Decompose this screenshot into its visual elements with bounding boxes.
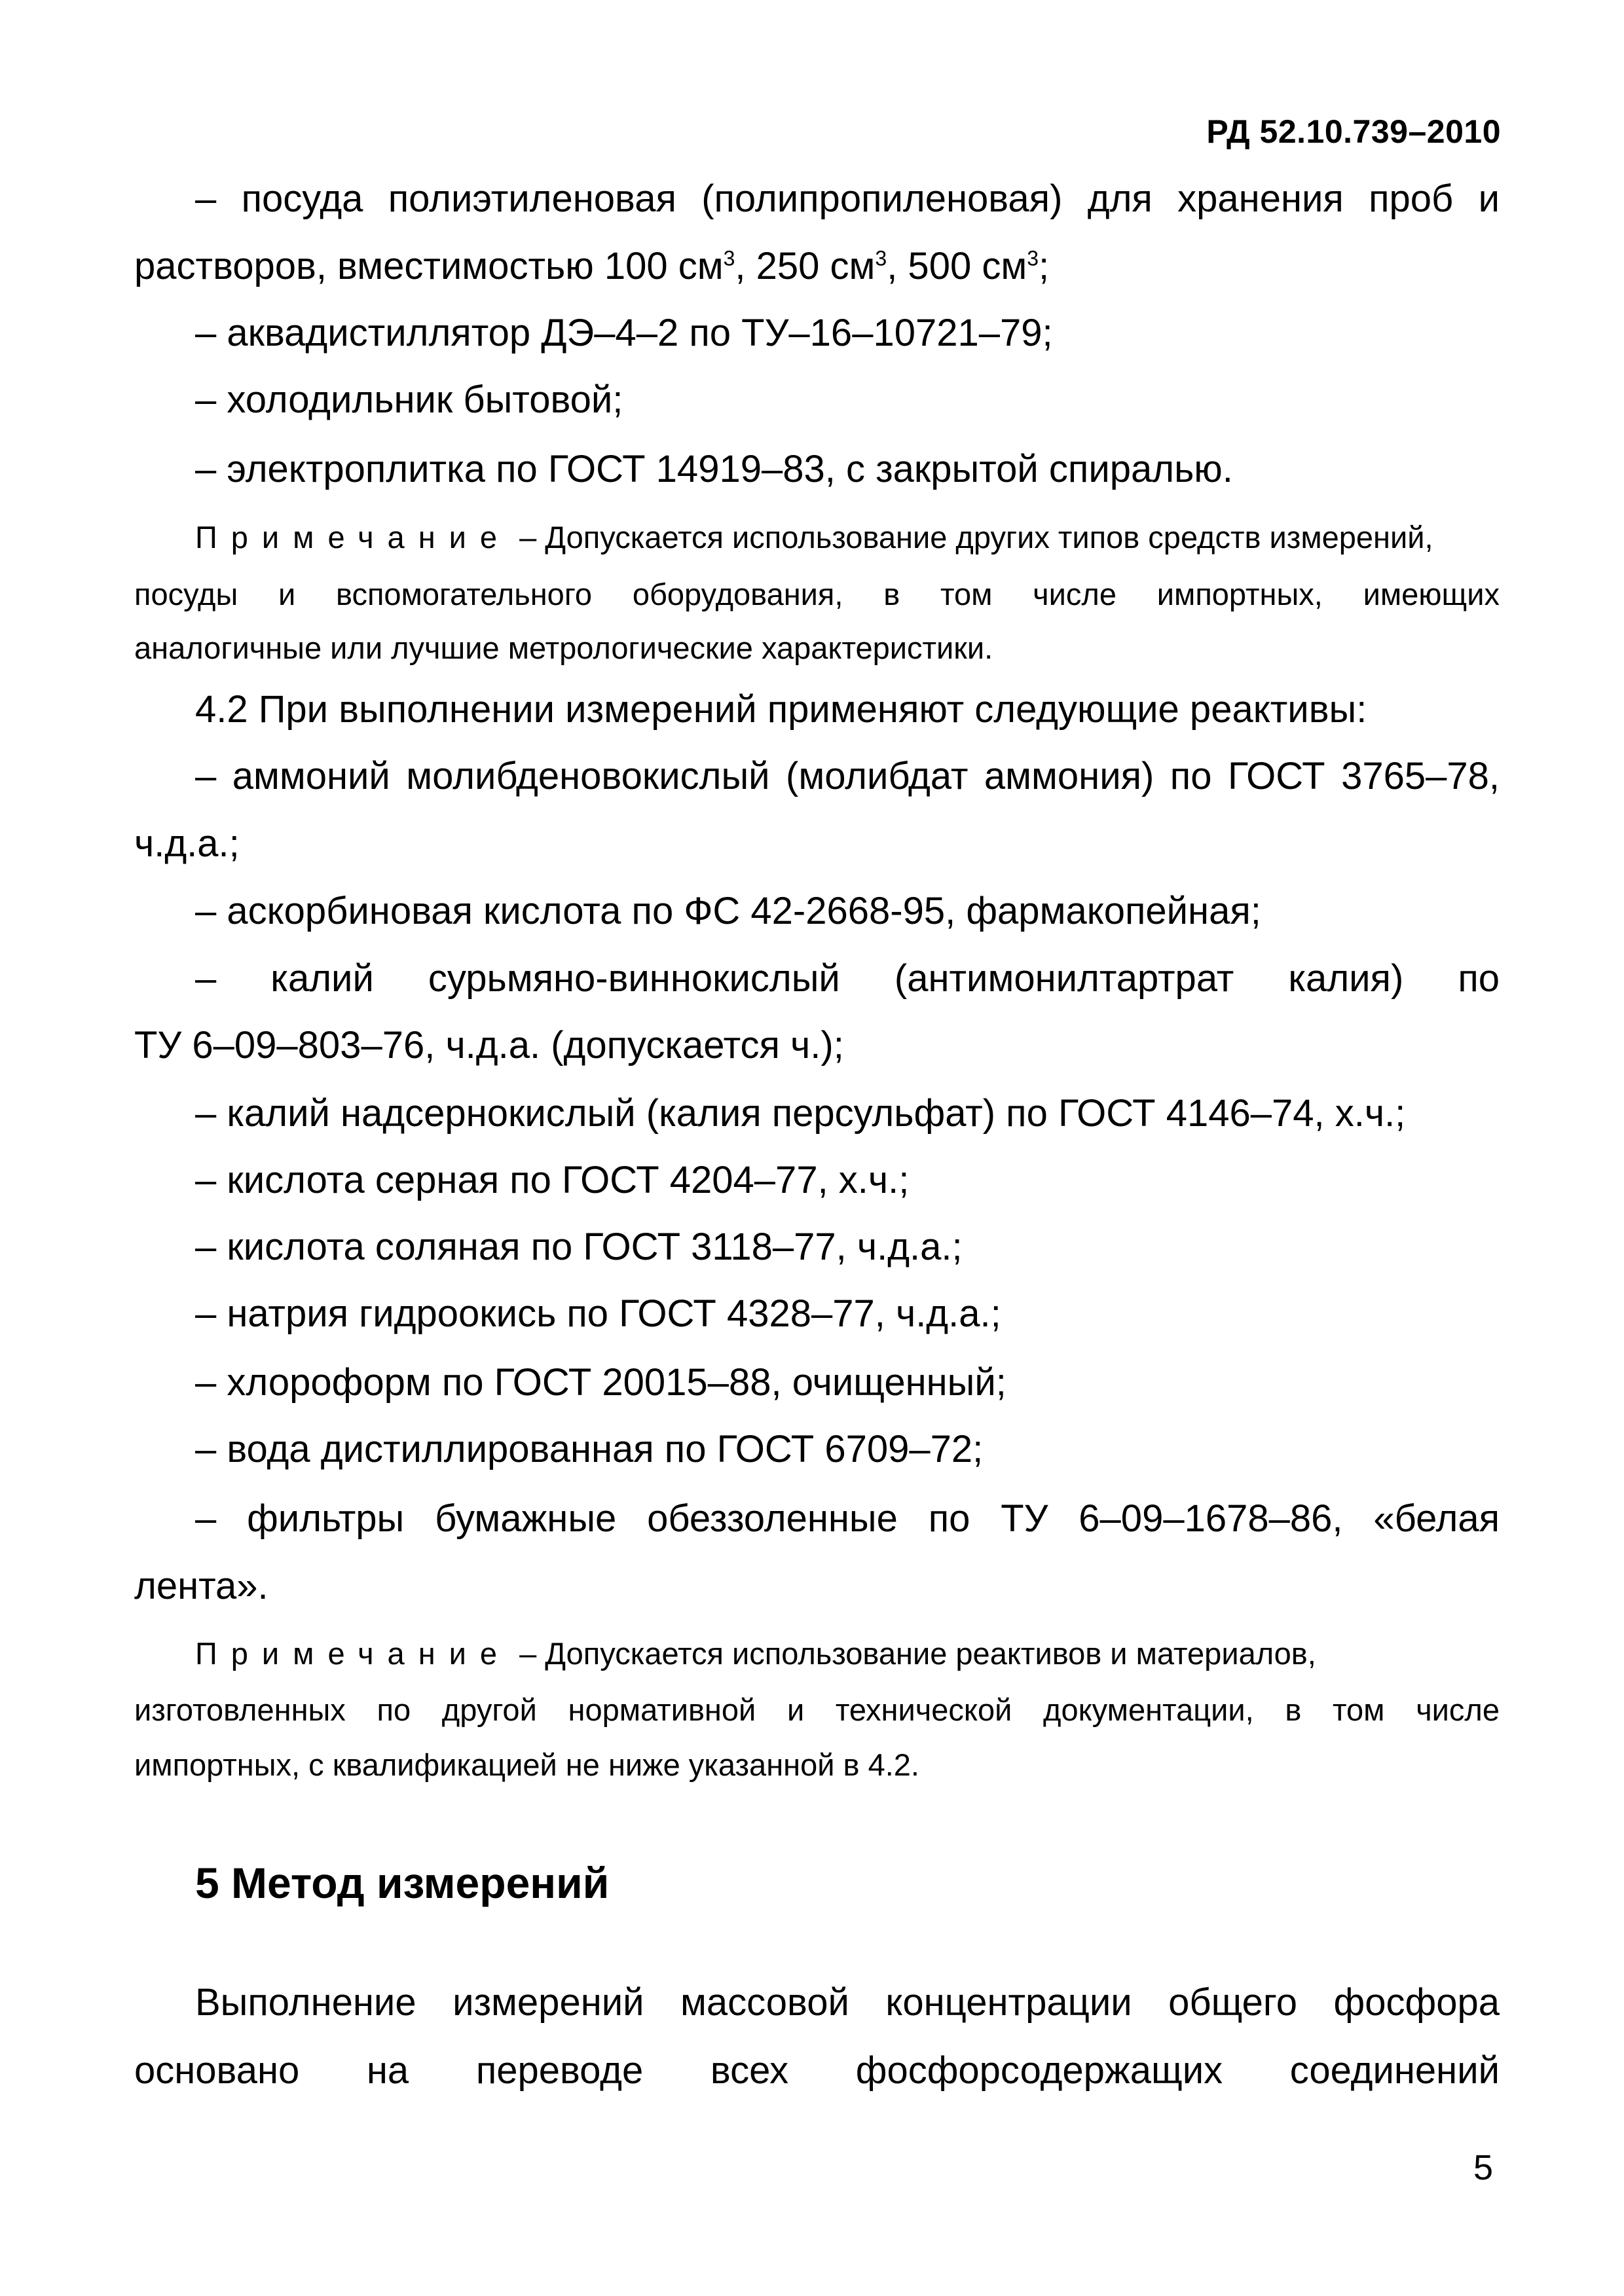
note2-line-3: импортных, с квалификацией не ниже указанной в 4.2. <box>134 1747 919 1782</box>
reagent-3-line-1: – калий сурьмяно-виннокислый (антимонилтартрат калия) по <box>195 957 1500 1000</box>
equipment-line-5: – электроплитка по ГОСТ 14919–83, с закрытой спиралью. <box>195 448 1233 490</box>
note1-line-1 <box>195 522 1500 553</box>
reagent-3-line-2: ТУ 6–09–803–76, ч.д.а. (допускается ч.); <box>134 1024 844 1066</box>
note2-text: – Допускается использование реактивов и материалов, <box>511 1636 1316 1671</box>
page-number: 5 <box>1473 2148 1493 2187</box>
reagent-9: – вода дистиллированная по ГОСТ 6709–72; <box>195 1428 984 1470</box>
reagent-1-line-1: – аммоний молибденовокислый (молибдат аммония) по ГОСТ 3765–78, <box>195 755 1500 797</box>
note1-text: – Допускается использование других типов средств измерений, <box>511 520 1433 555</box>
equipment-line-2-end: ; <box>1039 245 1050 287</box>
section-heading: 5 Метод измерений <box>195 1859 610 1907</box>
superscript-cubic: 3 <box>723 246 735 270</box>
reagent-6: – кислота соляная по ГОСТ 3118–77, ч.д.а.; <box>195 1226 963 1268</box>
note1-line-3: аналогичные или лучшие метрологические характеристики. <box>134 630 993 665</box>
reagent-5: – кислота серная по ГОСТ 4204–77, х.ч.; <box>195 1159 910 1201</box>
note2-line-2: изготовленных по другой нормативной и технической документации, в том числе <box>134 1692 1500 1727</box>
note1-line-2: посуды и вспомогательного оборудования, в том числе импортных, имеющих <box>134 577 1500 611</box>
section5-paragraph-line-1: Выполнение измерений массовой концентрации общего фосфора <box>195 1981 1500 2024</box>
section5-paragraph-line-2: основано на переводе всех фосфорсодержащих соединений <box>134 2049 1500 2092</box>
note2-line-1 <box>195 1638 1500 1669</box>
equipment-line-3: – аквадистиллятор ДЭ–4–2 по ТУ–16–10721–79; <box>195 312 1053 354</box>
document-code: РД 52.10.739–2010 <box>1206 113 1501 150</box>
reagent-7: – натрия гидроокись по ГОСТ 4328–77, ч.д.а.; <box>195 1292 1001 1335</box>
reagent-4: – калий надсернокислый (калия персульфат) по ГОСТ 4146–74, х.ч.; <box>195 1092 1406 1135</box>
reagent-10-line-2: лента». <box>134 1565 268 1607</box>
reagents-intro: 4.2 При выполнении измерений применяют следующие реактивы: <box>195 688 1367 731</box>
reagent-1-line-2: ч.д.а.; <box>134 822 240 865</box>
equipment-line-1: – посуда полиэтиленовая (полипропиленовая) для хранения проб и <box>195 177 1500 220</box>
equipment-line-2-text-b: , 500 см <box>887 245 1027 287</box>
equipment-line-2-text: растворов, вместимостью 100 см <box>134 245 724 287</box>
reagent-8: – хлороформ по ГОСТ 20015–88, очищенный; <box>195 1361 1006 1404</box>
note1-label: Примечание <box>195 520 511 555</box>
reagent-10-line-1: – фильтры бумажные обеззоленные по ТУ 6–09–1678–86, «белая <box>195 1497 1500 1540</box>
reagent-2: – аскорбиновая кислота по ФС 42-2668-95, фармакопейная; <box>195 890 1261 932</box>
note2-label: Примечание <box>195 1636 511 1671</box>
superscript-cubic: 3 <box>1027 246 1039 270</box>
superscript-cubic: 3 <box>875 246 887 270</box>
equipment-line-2 <box>134 247 1500 285</box>
equipment-line-4: – холодильник бытовой; <box>195 378 623 421</box>
equipment-line-2-text-a: , 250 см <box>735 245 876 287</box>
